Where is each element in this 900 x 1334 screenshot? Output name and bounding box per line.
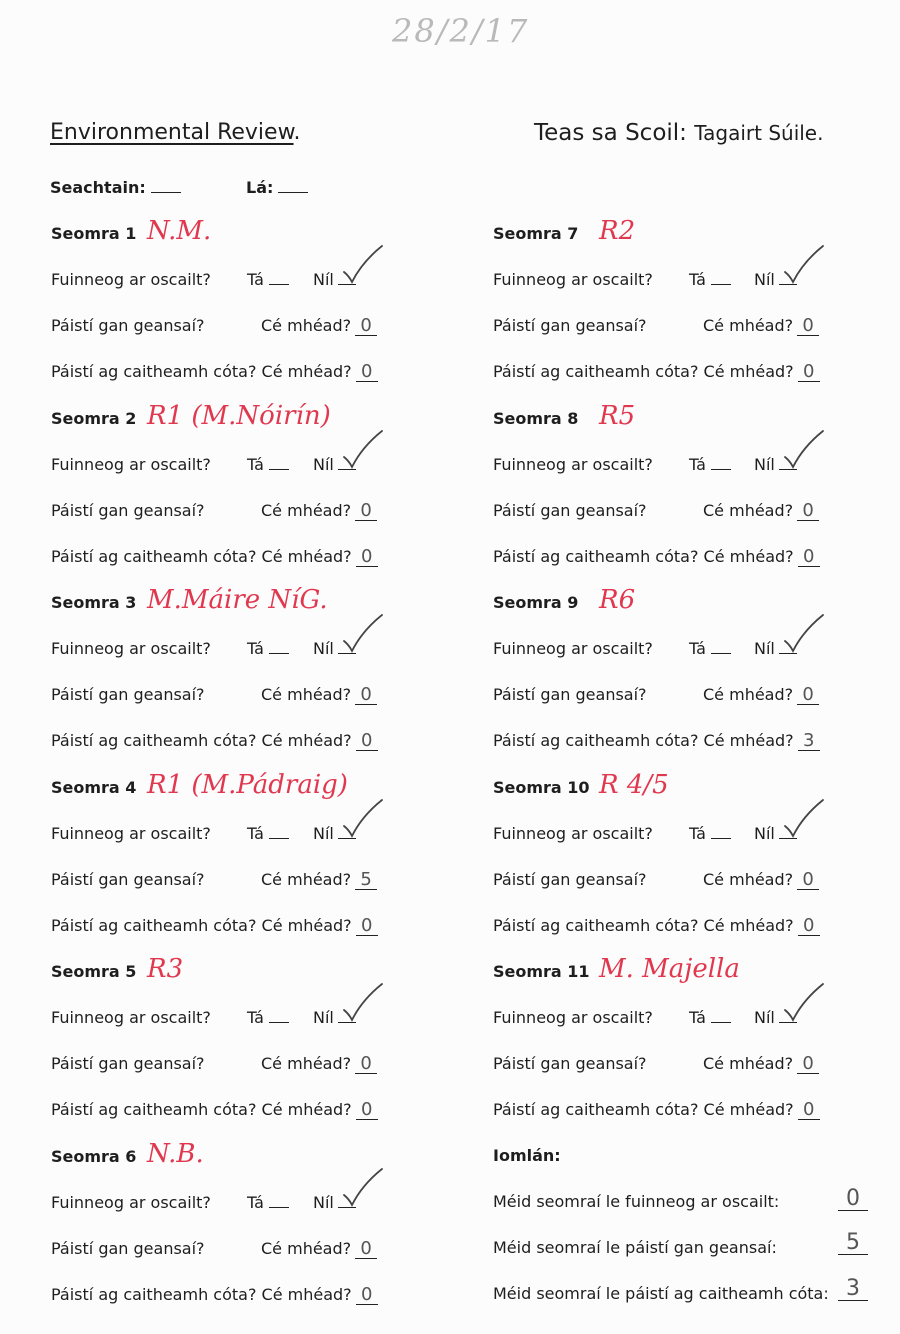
jumper-row bbox=[51, 684, 372, 706]
window-row bbox=[493, 823, 775, 843]
yes-blank bbox=[711, 457, 731, 470]
how-many-label: Cé mhéad? bbox=[261, 362, 352, 381]
jumper-question: Páistí gan geansaí? bbox=[51, 685, 205, 705]
yes-option[interactable] bbox=[247, 455, 289, 474]
coat-question: Páistí ag caitheamh cóta? bbox=[493, 915, 699, 935]
room-header bbox=[493, 769, 669, 800]
window-row bbox=[493, 639, 775, 659]
room-header bbox=[493, 585, 636, 616]
yes-label: Tá bbox=[247, 639, 264, 659]
yes-option[interactable] bbox=[689, 639, 731, 658]
yes-label: Tá bbox=[247, 823, 264, 843]
coat-question: Páistí ag caitheamh cóta? bbox=[51, 915, 257, 935]
no-blank bbox=[779, 272, 797, 285]
room-teacher-handwriting: R 4/5 bbox=[599, 769, 669, 800]
rooms-column-right bbox=[493, 210, 873, 1133]
jumper-row bbox=[51, 1053, 372, 1075]
no-label: Níl bbox=[754, 1008, 775, 1028]
no-blank bbox=[779, 641, 797, 654]
no-option[interactable] bbox=[313, 455, 356, 474]
yes-label: Tá bbox=[689, 639, 706, 659]
how-many-label: Cé mhéad? bbox=[703, 1100, 794, 1120]
room-header bbox=[51, 585, 328, 616]
jumper-row bbox=[51, 499, 372, 521]
jumper-answer[interactable]: 0 bbox=[797, 502, 819, 521]
jumper-answer[interactable]: 0 bbox=[355, 317, 377, 336]
how-many-label: Cé mhéad? bbox=[261, 1238, 352, 1258]
jumper-answer[interactable]: 0 bbox=[355, 502, 377, 521]
jumper-count bbox=[261, 870, 377, 890]
subtitle-sub: Tagairt Súile. bbox=[694, 121, 824, 145]
coat-row bbox=[493, 1100, 820, 1120]
room-block bbox=[493, 210, 873, 395]
coat-row bbox=[493, 916, 820, 936]
check-mark-icon bbox=[340, 980, 384, 1024]
coat-question: Páistí ag caitheamh cóta? bbox=[51, 546, 257, 566]
jumper-answer[interactable]: 0 bbox=[797, 871, 819, 890]
jumper-count bbox=[703, 316, 819, 336]
totals-title: Iomlán: bbox=[493, 1146, 561, 1165]
room-label: Seomra 11 bbox=[493, 962, 590, 982]
day-label: Lá: bbox=[246, 178, 274, 197]
no-blank bbox=[338, 826, 356, 839]
window-question: Fuinneog ar oscailt? bbox=[493, 639, 653, 659]
window-row bbox=[493, 270, 775, 289]
window-row bbox=[51, 454, 334, 474]
how-many-label: Cé mhéad? bbox=[261, 731, 352, 751]
yes-blank bbox=[269, 1195, 289, 1208]
how-many-label: Cé mhéad? bbox=[703, 316, 794, 335]
no-label: Níl bbox=[313, 454, 334, 474]
room-header bbox=[493, 400, 636, 431]
yes-label: Tá bbox=[247, 454, 264, 474]
room-label: Seomra 5 bbox=[51, 962, 137, 982]
coat-row bbox=[51, 731, 378, 751]
coat-answer[interactable]: 0 bbox=[356, 917, 378, 936]
room-header bbox=[493, 954, 740, 985]
jumper-row bbox=[493, 868, 814, 890]
check-mark-icon bbox=[781, 980, 825, 1024]
coat-question: Páistí ag caitheamh cóta? bbox=[493, 546, 699, 566]
coat-question: Páistí ag caitheamh cóta? bbox=[493, 731, 699, 751]
yes-blank bbox=[269, 457, 289, 470]
window-question: Fuinneog ar oscailt? bbox=[493, 454, 653, 474]
jumper-answer[interactable]: 0 bbox=[355, 1240, 377, 1259]
window-question: Fuinneog ar oscailt? bbox=[51, 1192, 211, 1212]
no-option[interactable] bbox=[313, 1008, 356, 1027]
how-many-label: Cé mhéad? bbox=[261, 1054, 352, 1074]
coat-answer[interactable]: 3 bbox=[798, 732, 820, 751]
coat-answer[interactable]: 0 bbox=[356, 1286, 378, 1305]
coat-row bbox=[51, 362, 378, 382]
no-option[interactable] bbox=[754, 639, 797, 658]
how-many-label: Cé mhéad? bbox=[261, 316, 352, 335]
coat-question: Páistí ag caitheamh cóta? bbox=[51, 1284, 257, 1304]
room-label: Seomra 7 bbox=[493, 224, 579, 243]
room-block bbox=[51, 1133, 431, 1318]
week-blank[interactable] bbox=[151, 180, 181, 193]
room-block bbox=[493, 579, 873, 764]
day-field bbox=[246, 178, 308, 197]
coat-row bbox=[51, 1100, 378, 1120]
room-label: Seomra 4 bbox=[51, 777, 137, 797]
jumper-row bbox=[493, 315, 814, 336]
no-blank bbox=[338, 457, 356, 470]
room-header bbox=[51, 1138, 204, 1169]
yes-blank bbox=[269, 826, 289, 839]
yes-label: Tá bbox=[247, 1008, 264, 1028]
coat-row bbox=[493, 731, 820, 751]
window-row bbox=[493, 1008, 775, 1028]
jumper-question: Páistí gan geansaí? bbox=[51, 869, 205, 889]
coat-question: Páistí ag caitheamh cóta? bbox=[51, 731, 257, 751]
no-blank bbox=[338, 641, 356, 654]
jumper-question: Páistí gan geansaí? bbox=[51, 316, 205, 335]
how-many-label: Cé mhéad? bbox=[703, 546, 794, 566]
yes-label: Tá bbox=[689, 270, 706, 289]
no-label: Níl bbox=[754, 270, 775, 289]
jumper-count bbox=[261, 685, 377, 705]
check-mark-icon bbox=[340, 427, 384, 471]
form-title bbox=[50, 120, 301, 145]
check-mark-icon bbox=[340, 242, 384, 286]
yes-blank bbox=[269, 641, 289, 654]
yes-blank bbox=[269, 1010, 289, 1023]
no-option[interactable] bbox=[754, 1008, 797, 1027]
no-label: Níl bbox=[754, 639, 775, 659]
how-many-label: Cé mhéad? bbox=[703, 685, 794, 705]
coat-row bbox=[51, 547, 378, 567]
no-blank bbox=[779, 826, 797, 839]
total-coat-label: Méid seomraí le páistí ag caitheamh cóta: bbox=[493, 1284, 829, 1303]
no-option[interactable] bbox=[754, 824, 797, 843]
window-row bbox=[51, 639, 334, 659]
coat-answer[interactable]: 0 bbox=[356, 548, 378, 567]
no-blank bbox=[779, 1010, 797, 1023]
no-option[interactable] bbox=[754, 270, 797, 289]
room-teacher-handwriting: R2 bbox=[599, 216, 636, 246]
yes-option[interactable] bbox=[247, 824, 289, 843]
total-jumper-value[interactable]: 5 bbox=[838, 1232, 868, 1255]
week-label: Seachtain: bbox=[50, 178, 146, 197]
yes-option[interactable] bbox=[689, 270, 731, 289]
no-blank bbox=[338, 272, 356, 285]
yes-blank bbox=[711, 272, 731, 285]
how-many-label: Cé mhéad? bbox=[703, 1054, 794, 1074]
window-row bbox=[51, 823, 334, 843]
window-question: Fuinneog ar oscailt? bbox=[51, 270, 211, 289]
jumper-question: Páistí gan geansaí? bbox=[51, 1054, 205, 1074]
room-block bbox=[493, 395, 873, 580]
room-header bbox=[51, 954, 184, 985]
coat-question: Páistí ag caitheamh cóta? bbox=[51, 1100, 257, 1120]
jumper-row bbox=[51, 315, 372, 336]
jumper-count bbox=[703, 685, 819, 705]
coat-answer[interactable]: 0 bbox=[356, 732, 378, 751]
window-question: Fuinneog ar oscailt? bbox=[493, 823, 653, 843]
room-block bbox=[51, 210, 431, 395]
coat-row bbox=[51, 1285, 378, 1305]
coat-row bbox=[493, 547, 820, 567]
no-label: Níl bbox=[754, 454, 775, 474]
yes-blank bbox=[269, 272, 289, 285]
room-teacher-handwriting: N.M. bbox=[147, 216, 212, 246]
jumper-question: Páistí gan geansaí? bbox=[493, 316, 647, 335]
jumper-question: Páistí gan geansaí? bbox=[493, 869, 647, 889]
jumper-count bbox=[703, 1054, 819, 1074]
jumper-answer[interactable]: 0 bbox=[355, 686, 377, 705]
form-title-text: Environmental Review bbox=[50, 120, 294, 145]
room-label: Seomra 6 bbox=[51, 1146, 137, 1166]
check-mark-icon bbox=[340, 1165, 384, 1209]
room-label: Seomra 8 bbox=[493, 408, 579, 428]
yes-label: Tá bbox=[689, 454, 706, 474]
room-label: Seomra 10 bbox=[493, 777, 590, 797]
check-mark-icon bbox=[340, 611, 384, 655]
check-mark-icon bbox=[781, 796, 825, 840]
how-many-label: Cé mhéad? bbox=[261, 500, 352, 520]
room-block bbox=[51, 948, 431, 1133]
no-label: Níl bbox=[313, 823, 334, 843]
jumper-row bbox=[51, 868, 372, 890]
room-block bbox=[51, 764, 431, 949]
yes-blank bbox=[711, 826, 731, 839]
no-label: Níl bbox=[754, 823, 775, 843]
no-label: Níl bbox=[313, 1008, 334, 1028]
coat-row bbox=[493, 362, 820, 382]
total-window-label: Méid seomraí le fuinneog ar oscailt: bbox=[493, 1192, 780, 1211]
no-label: Níl bbox=[313, 1192, 334, 1212]
how-many-label: Cé mhéad? bbox=[261, 869, 352, 889]
how-many-label: Cé mhéad? bbox=[703, 915, 794, 935]
no-label: Níl bbox=[313, 270, 334, 289]
room-teacher-handwriting: R1 (M.Pádraig) bbox=[147, 769, 348, 800]
yes-option[interactable] bbox=[247, 1008, 289, 1027]
no-blank bbox=[338, 1195, 356, 1208]
total-coat-value[interactable]: 3 bbox=[838, 1278, 868, 1301]
coat-answer[interactable]: 0 bbox=[356, 1101, 378, 1120]
window-row bbox=[493, 454, 775, 474]
coat-row bbox=[51, 916, 378, 936]
yes-blank bbox=[711, 641, 731, 654]
week-field bbox=[50, 178, 181, 197]
coat-question: Páistí ag caitheamh cóta? bbox=[493, 362, 699, 381]
no-option[interactable] bbox=[313, 270, 356, 289]
total-jumper-label: Méid seomraí le páistí gan geansaí: bbox=[493, 1238, 777, 1257]
day-blank[interactable] bbox=[278, 180, 308, 193]
yes-label: Tá bbox=[247, 1192, 264, 1212]
yes-blank bbox=[711, 1010, 731, 1023]
coat-question: Páistí ag caitheamh cóta? bbox=[493, 1100, 699, 1120]
jumper-question: Páistí gan geansaí? bbox=[493, 1054, 647, 1074]
jumper-answer[interactable]: 5 bbox=[355, 871, 377, 890]
how-many-label: Cé mhéad? bbox=[703, 500, 794, 520]
no-option[interactable] bbox=[313, 639, 356, 658]
jumper-answer[interactable]: 0 bbox=[355, 1055, 377, 1074]
room-block bbox=[493, 948, 873, 1133]
coat-answer[interactable]: 0 bbox=[798, 1101, 820, 1120]
jumper-row bbox=[493, 1053, 814, 1075]
yes-option[interactable] bbox=[247, 1193, 289, 1212]
check-mark-icon bbox=[340, 796, 384, 840]
check-mark-icon bbox=[781, 611, 825, 655]
no-option[interactable] bbox=[313, 824, 356, 843]
coat-question: Páistí ag caitheamh cóta? bbox=[51, 362, 257, 381]
room-teacher-handwriting: R6 bbox=[599, 585, 636, 616]
room-header bbox=[493, 216, 636, 246]
room-block bbox=[51, 395, 431, 580]
window-question: Fuinneog ar oscailt? bbox=[51, 823, 211, 843]
jumper-question: Páistí gan geansaí? bbox=[493, 685, 647, 705]
yes-option[interactable] bbox=[247, 639, 289, 658]
jumper-row bbox=[51, 1237, 372, 1259]
window-row bbox=[51, 1008, 334, 1028]
subtitle-main: Teas sa Scoil: bbox=[534, 120, 687, 146]
no-option[interactable] bbox=[754, 455, 797, 474]
jumper-question: Páistí gan geansaí? bbox=[51, 1238, 205, 1258]
yes-option[interactable] bbox=[689, 1008, 731, 1027]
window-question: Fuinneog ar oscailt? bbox=[493, 270, 653, 289]
coat-answer[interactable]: 0 bbox=[798, 363, 820, 382]
coat-answer[interactable]: 0 bbox=[798, 548, 820, 567]
total-window-value[interactable]: 0 bbox=[838, 1188, 868, 1211]
check-mark-icon bbox=[781, 427, 825, 471]
room-teacher-handwriting: R1 (M.Nóirín) bbox=[147, 400, 331, 431]
no-label: Níl bbox=[313, 639, 334, 659]
window-row bbox=[51, 1192, 334, 1212]
room-header bbox=[51, 769, 348, 800]
no-blank bbox=[338, 1010, 356, 1023]
how-many-label: Cé mhéad? bbox=[261, 685, 352, 705]
how-many-label: Cé mhéad? bbox=[703, 869, 794, 889]
jumper-count bbox=[703, 870, 819, 890]
jumper-count bbox=[261, 1054, 377, 1074]
form-title-period: . bbox=[293, 120, 301, 145]
room-block bbox=[493, 764, 873, 949]
jumper-count bbox=[261, 501, 377, 521]
room-teacher-handwriting: R5 bbox=[599, 400, 636, 431]
coat-answer[interactable]: 0 bbox=[798, 917, 820, 936]
yes-label: Tá bbox=[689, 1008, 706, 1028]
window-row bbox=[51, 270, 334, 289]
yes-option[interactable] bbox=[689, 824, 731, 843]
jumper-count bbox=[261, 316, 377, 336]
room-label: Seomra 3 bbox=[51, 593, 137, 613]
how-many-label: Cé mhéad? bbox=[261, 546, 352, 566]
room-header bbox=[51, 216, 212, 246]
yes-label: Tá bbox=[689, 823, 706, 843]
yes-option[interactable] bbox=[247, 270, 289, 289]
check-mark-icon bbox=[781, 242, 825, 286]
room-block bbox=[51, 579, 431, 764]
jumper-question: Páistí gan geansaí? bbox=[493, 500, 647, 520]
room-teacher-handwriting: M.Máire NíG. bbox=[147, 585, 328, 616]
room-label: Seomra 2 bbox=[51, 408, 137, 428]
room-teacher-handwriting: M. Majella bbox=[599, 954, 740, 985]
jumper-answer[interactable]: 0 bbox=[797, 317, 819, 336]
window-question: Fuinneog ar oscailt? bbox=[493, 1008, 653, 1028]
no-blank bbox=[779, 457, 797, 470]
room-label: Seomra 1 bbox=[51, 224, 137, 243]
jumper-answer[interactable]: 0 bbox=[797, 686, 819, 705]
yes-label: Tá bbox=[247, 270, 264, 289]
jumper-question: Páistí gan geansaí? bbox=[51, 500, 205, 520]
room-header bbox=[51, 400, 331, 431]
room-label: Seomra 9 bbox=[493, 593, 579, 613]
jumper-count bbox=[261, 1239, 377, 1259]
no-option[interactable] bbox=[313, 1193, 356, 1212]
yes-option[interactable] bbox=[689, 455, 731, 474]
room-teacher-handwriting: R3 bbox=[147, 954, 184, 985]
how-many-label: Cé mhéad? bbox=[261, 1100, 352, 1120]
form-subtitle bbox=[534, 120, 823, 146]
handwritten-date: 28/2/17 bbox=[392, 12, 530, 50]
jumper-answer[interactable]: 0 bbox=[797, 1055, 819, 1074]
how-many-label: Cé mhéad? bbox=[261, 915, 352, 935]
window-question: Fuinneog ar oscailt? bbox=[51, 1008, 211, 1028]
coat-answer[interactable]: 0 bbox=[356, 363, 378, 382]
window-question: Fuinneog ar oscailt? bbox=[51, 454, 211, 474]
room-teacher-handwriting: N.B. bbox=[147, 1138, 204, 1169]
how-many-label: Cé mhéad? bbox=[703, 731, 794, 751]
jumper-row bbox=[493, 684, 814, 706]
how-many-label: Cé mhéad? bbox=[261, 1284, 352, 1304]
jumper-count bbox=[703, 501, 819, 521]
jumper-row bbox=[493, 499, 814, 521]
rooms-column-left bbox=[51, 210, 431, 1318]
how-many-label: Cé mhéad? bbox=[703, 362, 794, 381]
window-question: Fuinneog ar oscailt? bbox=[51, 639, 211, 659]
